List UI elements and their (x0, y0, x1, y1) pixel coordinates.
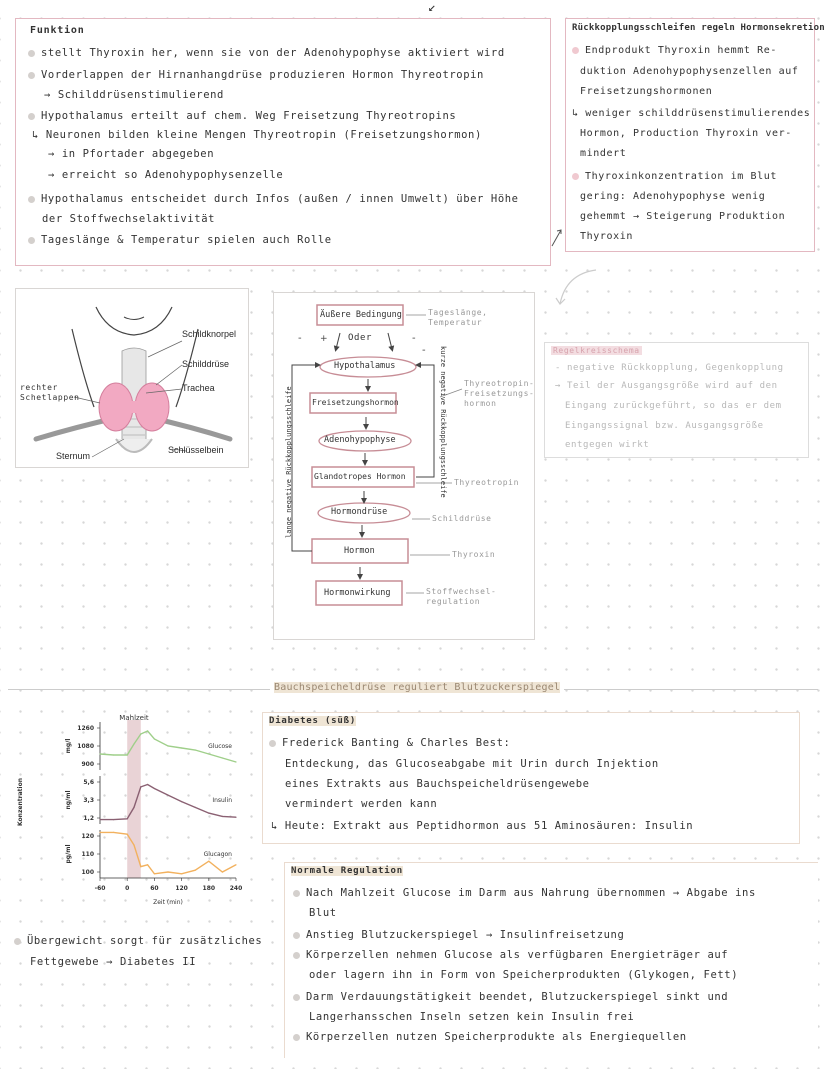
data-point-glucose (127, 754, 128, 755)
bullet-icon (28, 113, 35, 120)
label-rechter: rechter (20, 383, 58, 392)
funktion-line-3: → Schilddrüsenstimulierend (44, 89, 224, 101)
meal-label: Mahlzeit (119, 714, 149, 722)
bullet-icon (293, 994, 300, 1001)
flow-node-adenohypophyse: Adenohypophyse (324, 435, 396, 445)
flow-label-thyroxin: Thyroxin (452, 550, 496, 559)
flow-node-glandotropes-hormon: Glandotropes Hormon (314, 472, 406, 481)
regelkreis-box (544, 342, 809, 458)
x-tick-label: 180 (202, 885, 216, 892)
neck-thyroid-illustration (16, 289, 248, 467)
flow-node-hormonwirkung: Hormonwirkung (324, 588, 391, 598)
data-point-glucagon (154, 873, 155, 874)
data-point-glucose (208, 753, 209, 754)
hormone-flowchart-box (273, 292, 535, 640)
y-unit-label: mg/l (65, 738, 72, 754)
y-tick-label: 110 (81, 851, 94, 858)
diabetes-line-2: Entdeckung, das Glucoseabgabe mit Urin durch Injektion (285, 758, 659, 770)
normal-line-6: Darm Verdauungstätigkeit beendet, Blutzuckerspiegel sinkt und (293, 991, 728, 1003)
bullet-icon (572, 173, 579, 180)
label-trachea: Trachea (182, 383, 215, 393)
diabetes-line-1: Frederick Banting & Charles Best: (269, 737, 510, 749)
data-point-glucagon (127, 834, 128, 835)
data-point-insulin (222, 816, 223, 817)
bullet-icon (269, 740, 276, 747)
flow-label-thyreotropin-f3: hormon (464, 399, 497, 408)
flow-label-thyreotropin-f2: Freisetzungs- (464, 389, 535, 398)
x-axis-label: Zeit (min) (153, 899, 183, 906)
rueckkopplung-box (565, 18, 825, 252)
rueckkopplung-title: Rückkopplungsschleifen regeln Hormonsekretion (572, 23, 825, 33)
flow-loop-short-label: kurze negative Rückkopplungsschleife (439, 346, 447, 498)
label-schluesselbein: Schlüsselbein (168, 445, 224, 455)
funktion-box (15, 18, 551, 266)
rueck-line-4: ↳ weniger schilddrüsenstimulierendes (572, 108, 811, 119)
normal-line-5: oder lagern ihn in Form von Speicherprodukten (Glykogen, Fett) (309, 969, 739, 981)
flow-label-stoffwechsel-2: regulation (426, 597, 481, 606)
data-point-insulin (154, 788, 155, 789)
label-sternum: Sternum (56, 451, 91, 461)
diabetes-title: Diabetes (süß) (269, 716, 357, 726)
data-point-glucagon (195, 870, 196, 871)
data-point-glucagon (140, 866, 141, 867)
top-arrow-mark: ↙ (428, 0, 437, 15)
regelkreis-line-1: - negative Rückkopplung, Gegenkopplung (555, 363, 784, 373)
y-tick-label: 5,6 (83, 779, 94, 786)
bullet-icon (14, 938, 21, 945)
bullet-icon (293, 890, 300, 897)
label-schetlappen: Schetlappen (20, 393, 80, 402)
data-point-glucose (181, 747, 182, 748)
bullet-icon (28, 237, 35, 244)
funktion-line-1: stellt Thyroxin her, wenn sie von der Adenohypophyse aktiviert wird (28, 47, 505, 59)
thyroid-illustration-box (15, 288, 249, 468)
rueck-line-3: Freisetzungshormonen (580, 86, 713, 97)
data-point-glucose (147, 730, 148, 731)
regelkreis-title: Regelkreisschema (553, 346, 640, 355)
normal-regulation-box (284, 862, 818, 1058)
uebergewicht-line-1: Übergewicht sorgt für zusätzliches (14, 935, 262, 947)
x-tick-label: 120 (175, 885, 188, 892)
data-point-glucose (99, 753, 100, 754)
y-tick-label: 1,2 (83, 815, 94, 822)
uebergewicht-line-2: Fettgewebe → Diabetes II (30, 956, 197, 968)
rueck-line-5: Hormon, Production Thyroxin ver- (580, 128, 792, 139)
flow-label-thyreotropin-f1: Thyreotropin- (464, 379, 535, 388)
data-point-insulin (235, 817, 236, 818)
normal-line-8: Körperzellen nutzen Speicherprodukte als Energiequellen (293, 1031, 687, 1043)
data-point-glucagon (235, 864, 236, 865)
regelkreis-line-5: entgegen wirkt (565, 440, 650, 450)
regelkreis-line-4: Eingangssignal bzw. Ausgangsgröße (565, 421, 764, 431)
bullet-icon (293, 932, 300, 939)
data-point-glucagon (99, 832, 100, 833)
data-point-glucose (140, 733, 141, 734)
svg-text:+: + (320, 334, 328, 344)
funktion-title: Funktion (30, 25, 85, 36)
data-point-insulin (113, 819, 114, 820)
connector-arrow-icon (550, 226, 564, 248)
blood-sugar-chart (14, 712, 244, 917)
rueck-line-10: Thyroxin (580, 231, 633, 242)
y-tick-label: 120 (81, 833, 94, 840)
diabetes-line-4: vermindert werden kann (285, 798, 438, 810)
data-point-glucose (154, 738, 155, 739)
data-point-glucose (222, 757, 223, 758)
y-tick-label: 1080 (77, 743, 94, 750)
flow-oder: Oder (348, 333, 373, 343)
series-label-glucagon: Glucagon (203, 851, 232, 858)
flow-label-thyreotropin: Thyreotropin (454, 478, 519, 487)
funktion-line-7: → erreicht so Adenohypophysenzelle (48, 169, 284, 181)
funktion-line-8: Hypothalamus entscheidet durch Infos (außen / innen Umwelt) über Höhe (28, 193, 519, 205)
x-tick-label: 60 (150, 885, 159, 892)
normal-line-2: Blut (309, 907, 337, 919)
bullet-icon (293, 952, 300, 959)
data-point-glucose (195, 749, 196, 750)
funktion-line-6: → in Pfortader abgegeben (48, 148, 215, 160)
data-point-insulin (167, 794, 168, 795)
y-tick-label: 1260 (77, 725, 94, 732)
series-label-insulin: Insulin (212, 797, 232, 804)
diabetes-line-5: ↳ Heute: Extrakt aus Peptidhormon aus 51 Aminosäuren: Insulin (271, 820, 694, 832)
section-title: Bauchspeicheldrüse reguliert Blutzuckerspiegel (270, 682, 564, 693)
flow-label-schilddruese: Schilddrüse (432, 514, 492, 523)
data-point-glucose (113, 754, 114, 755)
regelkreis-line-3: Eingang zurückgeführt, so das er dem (565, 401, 782, 411)
data-point-insulin (127, 818, 128, 819)
data-point-insulin (147, 784, 148, 785)
series-label-glucose: Glucose (208, 743, 232, 750)
flow-node-hypothalamus: Hypothalamus (334, 361, 396, 371)
y-tick-label: 100 (81, 869, 94, 876)
data-point-glucagon (133, 844, 134, 845)
data-point-glucagon (147, 864, 148, 865)
flow-label-tageslaenge: Tageslänge, (428, 308, 488, 317)
flow-label-stoffwechsel-1: Stoffwechsel- (426, 587, 497, 596)
x-tick-label: 240 (229, 885, 243, 892)
rueck-line-2: duktion Adenohypophysenzellen auf (580, 66, 799, 77)
y-unit-label: pg/ml (65, 844, 72, 864)
data-point-glucagon (208, 861, 209, 862)
data-point-insulin (195, 807, 196, 808)
normal-line-1: Nach Mahlzeit Glucose im Darm aus Nahrung übernommen → Abgabe ins (293, 887, 756, 899)
chart-svg (14, 712, 244, 917)
data-point-glucagon (222, 871, 223, 872)
data-point-insulin (99, 819, 100, 820)
flow-node-hormondruese: Hormondrüse (331, 507, 388, 517)
data-point-glucose (235, 761, 236, 762)
flow-node-freisetzungshormon: Freisetzungshormon (312, 398, 399, 407)
data-point-insulin (181, 801, 182, 802)
flow-label-temperatur: Temperatur (428, 318, 483, 327)
normal-line-3: Anstieg Blutzuckerspiegel → Insulinfreisetzung (293, 929, 624, 941)
normal-line-7: Langerhansschen Inseln setzen kein Insulin frei (309, 1011, 635, 1023)
y-tick-label: 900 (81, 761, 94, 768)
data-point-glucose (133, 743, 134, 744)
y-unit-label: ng/ml (65, 790, 72, 810)
data-point-glucagon (167, 871, 168, 872)
rueck-line-7: Thyroxinkonzentration im Blut (572, 171, 777, 182)
x-tick-label: 0 (125, 885, 130, 892)
diabetes-box (262, 712, 800, 844)
flow-loop-long-label: lange negative Rückkopplungsschleife (285, 386, 293, 538)
regelkreis-line-2: → Teil der Ausgangsgröße wird auf den (555, 381, 778, 391)
funktion-line-2: Vorderlappen der Hirnanhangdrüse produzieren Hormon Thyreotropin (28, 69, 484, 81)
bullet-icon (28, 72, 35, 79)
rueck-line-9: gehemmt → Steigerung Produktion (580, 211, 786, 222)
y-tick-label: 3,3 (83, 797, 94, 804)
data-point-glucagon (181, 873, 182, 874)
flow-node-aeussere-bedingung: Äußere Bedingung (320, 310, 402, 320)
bullet-icon (28, 50, 35, 57)
svg-text:-: - (422, 345, 426, 356)
svg-text:-: - (412, 333, 416, 344)
curved-arrow-icon (552, 266, 600, 310)
data-point-insulin (140, 786, 141, 787)
funktion-line-10: Tageslänge & Temperatur spielen auch Rolle (28, 234, 332, 246)
funktion-line-5: ↳ Neuronen bilden kleine Mengen Thyreotropin (Freisetzungshormon) (32, 129, 482, 141)
rueck-line-6: mindert (580, 148, 627, 159)
data-point-glucose (167, 745, 168, 746)
rueck-line-1: Endprodukt Thyroxin hemmt Re- (572, 45, 777, 56)
svg-text:-: - (298, 333, 302, 344)
diabetes-line-3: eines Extrakts aus Bauchspeicheldrüsengewebe (285, 778, 590, 790)
data-point-insulin (208, 812, 209, 813)
bullet-icon (572, 47, 579, 54)
normal-line-4: Körperzellen nehmen Glucose als verfügbaren Energieträger auf (293, 949, 728, 961)
normal-title: Normale Regulation (291, 866, 403, 876)
bullet-icon (293, 1034, 300, 1041)
data-point-glucagon (113, 832, 114, 833)
data-point-insulin (133, 807, 134, 808)
funktion-line-4: Hypothalamus erteilt auf chem. Weg Freisetzung Thyreotropins (28, 110, 456, 122)
label-schildknorpel: Schildknorpel (182, 329, 237, 339)
y-axis-label: Konzentration (17, 778, 24, 826)
funktion-line-9: der Stoffwechselaktivität (42, 213, 216, 225)
label-schilddruese: Schilddrüse (182, 359, 230, 369)
flow-node-hormon: Hormon (344, 546, 375, 556)
x-tick-label: -60 (94, 885, 106, 892)
rueck-line-8: gering: Adenohypophyse wenig (580, 191, 766, 202)
bullet-icon (28, 196, 35, 203)
